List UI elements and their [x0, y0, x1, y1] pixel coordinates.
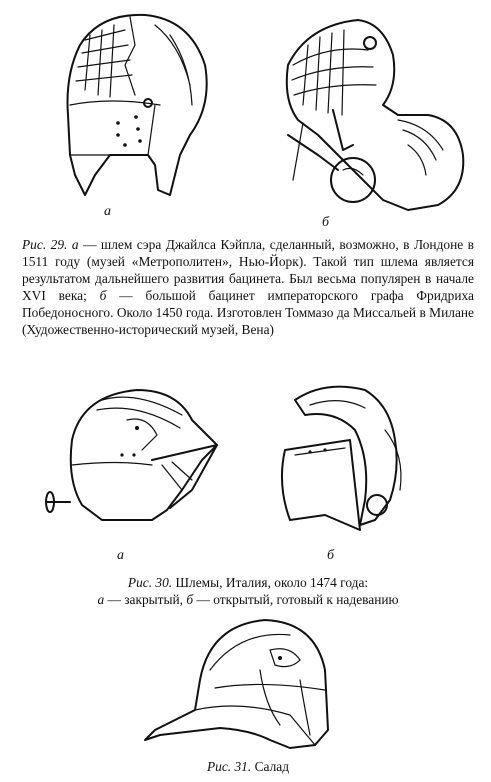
fig31-caption: [22, 758, 474, 775]
fig29-caption-text-a: — шлем сэра Джайлса Кэйпла, сделанный, возможно, в Лондоне в 1511 году (музей «Метрополитен», Нью-Йорк). Такой тип шлема является результатом дальнейшего развития бацинета. Был весьма популярен в начале XVI века;: [22, 237, 474, 303]
fig31-caption-number: Рис. 31.: [206, 759, 252, 774]
fig31-caption-title: Салад: [254, 759, 290, 774]
fig30-caption-line-1: [22, 574, 474, 591]
fig30b-open-helmet-illustration: [265, 380, 435, 550]
fig30-caption-text-b: — открытый, готовый к надеванию: [196, 592, 399, 607]
fig30-caption-title: Шлемы, Италия, около 1474 года:: [175, 575, 369, 590]
fig29-caption-text-b: — большой бацинет императорского графа Фридриха Победоносного. Около 1450 года. Изготовлен Томмазо да Миссальей в Милане (Художественно-исторический музей, Вена): [22, 288, 474, 337]
fig29b-bascinet-illustration: [258, 5, 478, 230]
fig30-caption-letter-a: а: [97, 592, 105, 607]
fig30-label-b: б: [327, 548, 335, 563]
fig30-label-a: а: [117, 548, 124, 563]
fig30-caption: [22, 574, 474, 608]
fig30a-closed-helmet-illustration: [42, 380, 227, 545]
fig29a-helmet-illustration: [40, 5, 220, 205]
fig29-caption-number: Рис. 29.: [22, 237, 68, 252]
fig29-label-b: б: [322, 215, 330, 230]
fig30-caption-letter-b: б: [186, 592, 194, 607]
fig29-caption-letter-b: б: [99, 288, 107, 303]
fig29-caption: [22, 236, 474, 338]
fig31-sallet-illustration: [140, 610, 350, 758]
fig30-caption-number: Рис. 30.: [127, 575, 173, 590]
fig30-caption-line-2: [22, 591, 474, 608]
fig30-caption-text-a: — закрытый,: [107, 592, 184, 607]
fig29-caption-letter-a: а: [71, 237, 79, 252]
fig29-label-a: а: [104, 204, 111, 219]
